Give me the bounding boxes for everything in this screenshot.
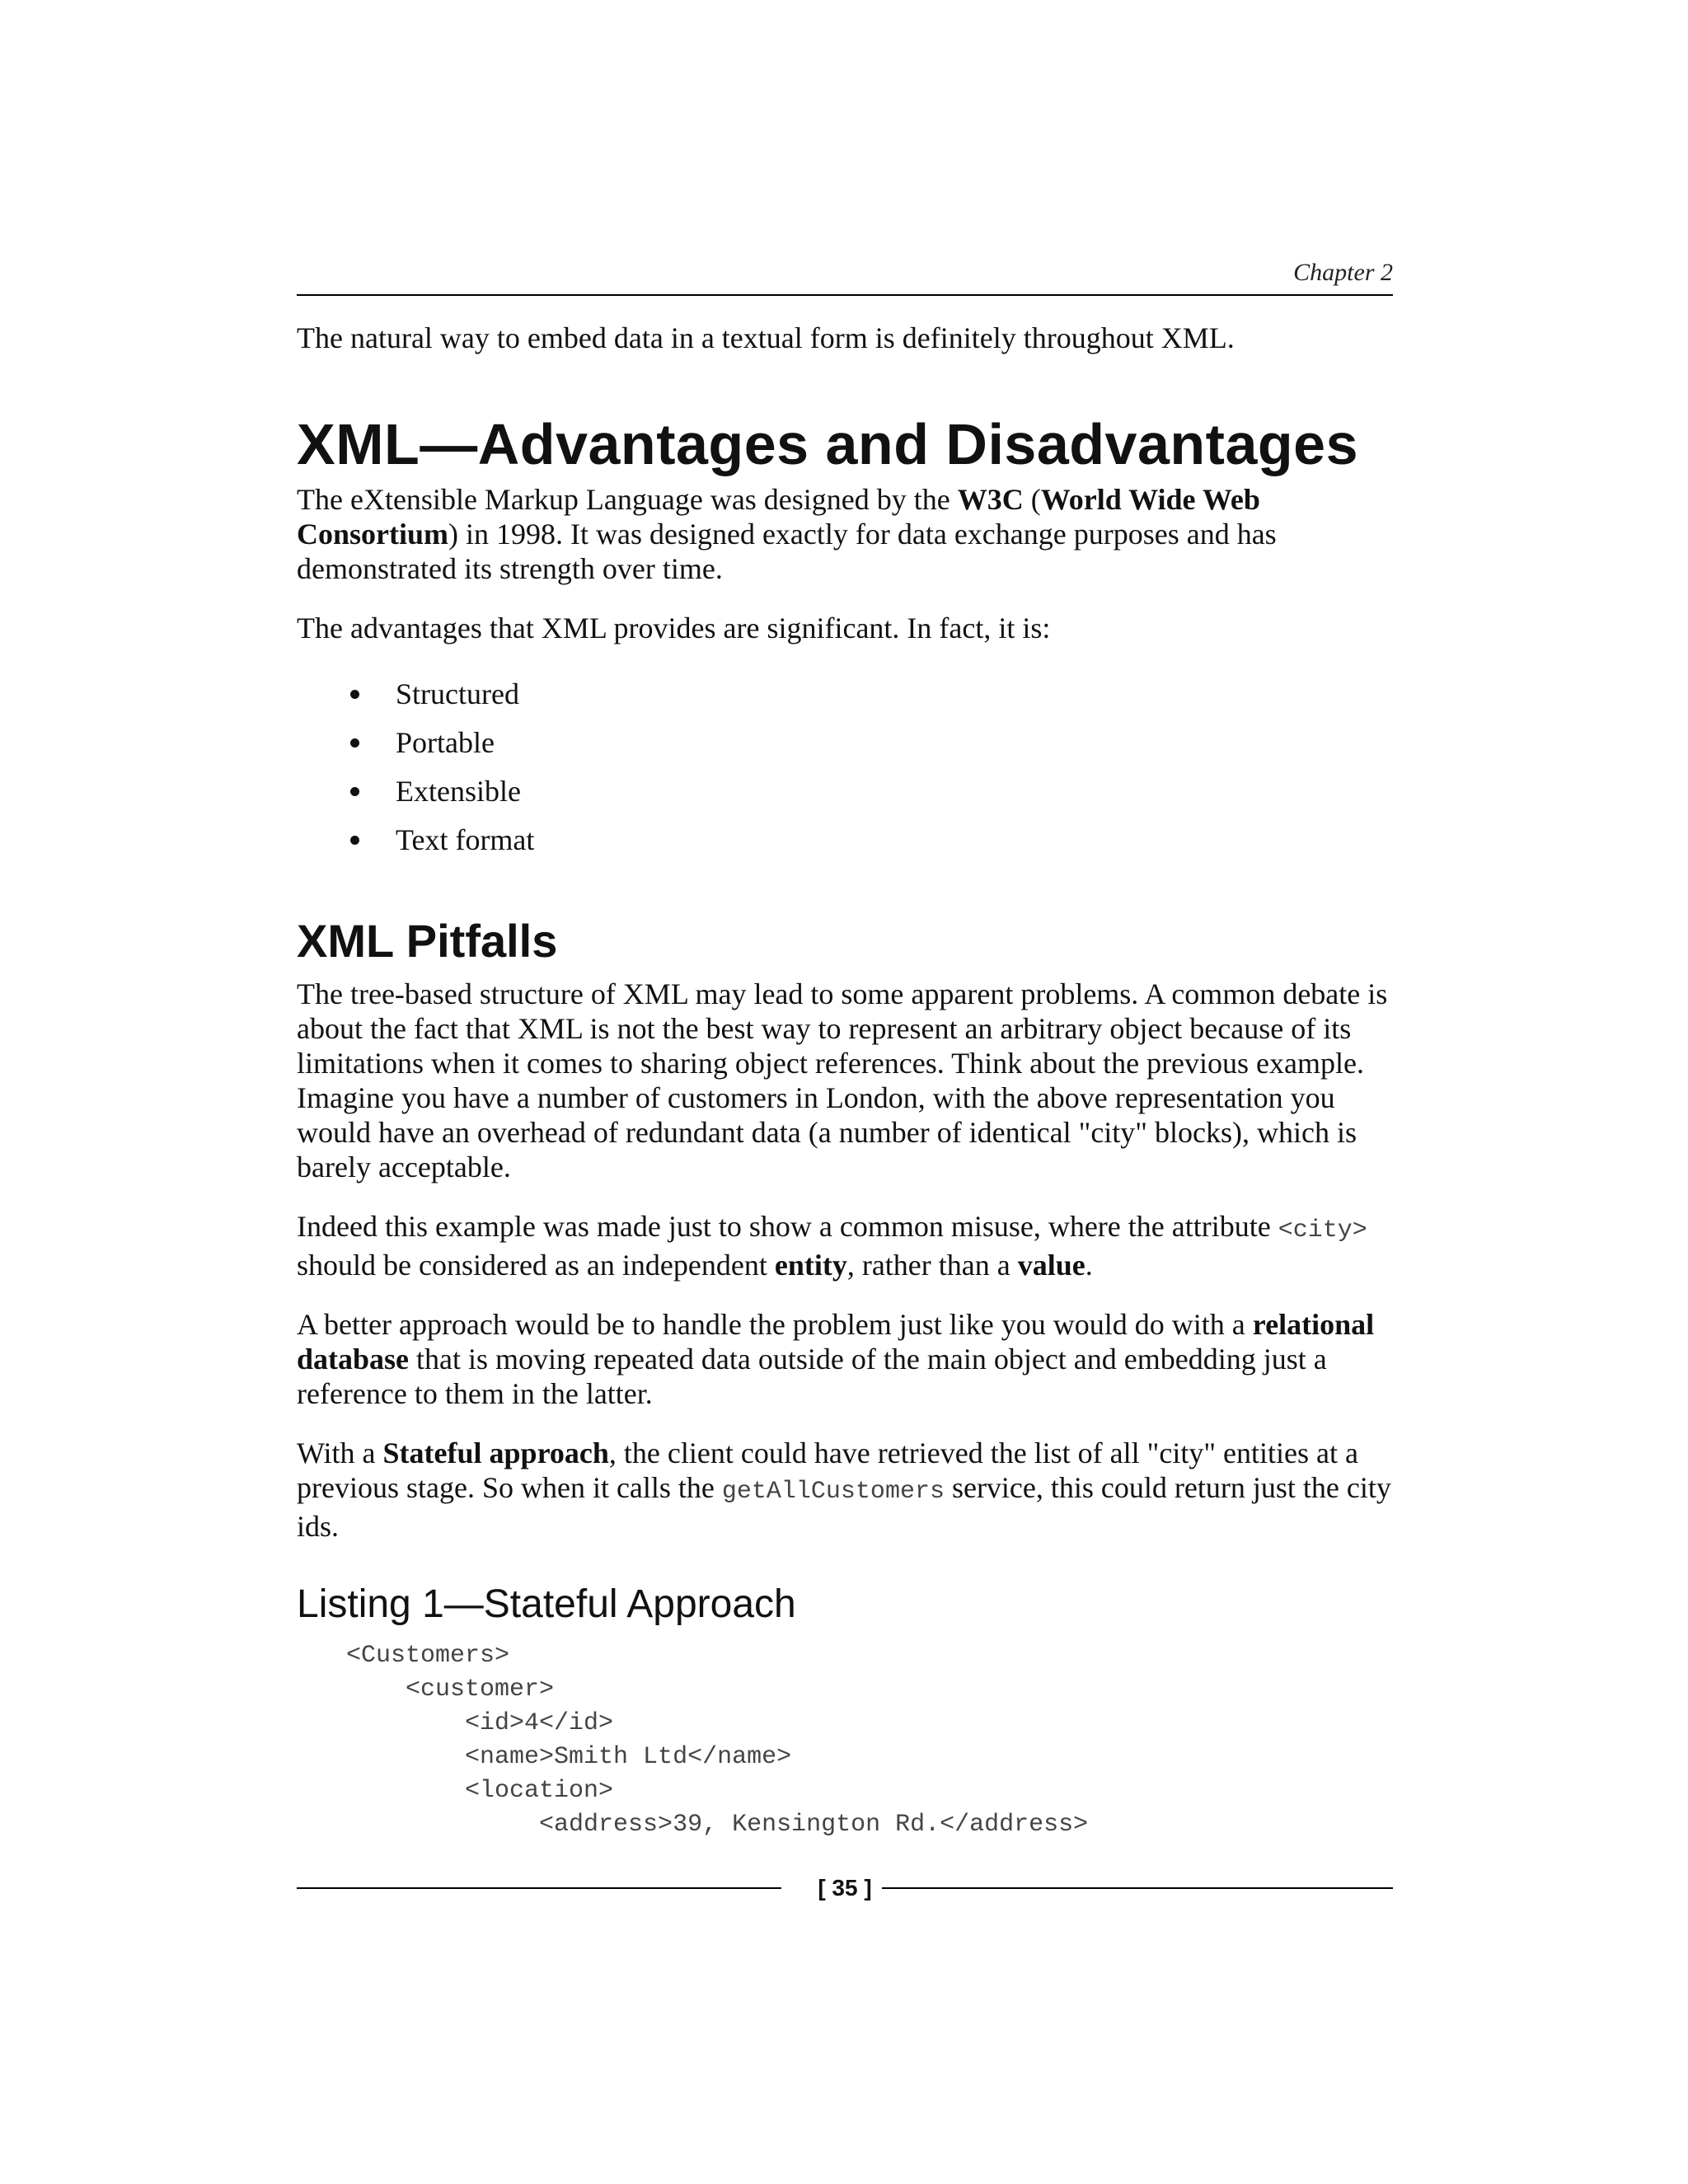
list-item: Structured	[350, 670, 1393, 719]
advantages-intro-paragraph: The advantages that XML provides are significant. In fact, it is:	[297, 612, 1051, 644]
bold-term-stateful-approach: Stateful approach	[382, 1436, 609, 1469]
footer-rule-right	[882, 1887, 1393, 1889]
inline-code-city: <city>	[1278, 1216, 1367, 1244]
bold-term-value: value	[1017, 1249, 1085, 1282]
text-run: A better approach would be to handle the problem just like you would do with a	[297, 1308, 1253, 1341]
code-line: <id>4</id>	[346, 1709, 614, 1737]
text-run: service, this could return just the city ids.	[297, 1471, 1391, 1543]
text-run: , the client could have retrieved the list of all "city" entities at a previous stage. So when it calls the	[297, 1436, 1358, 1504]
pitfalls-paragraph: The tree-based structure of XML may lead to some apparent problems. A common debate is about the fact that XML is not the best way to represent an arbitrary object because of its limitations when it comes to sharing object references. Think about the previous example. Imagine you have a number of customers in London, with the above representation you would have an overhead of redundant data (a number of identical "city" blocks), which is barely acceptable.	[297, 977, 1388, 1183]
bold-term-relational-database: relational database	[297, 1308, 1375, 1376]
code-line: <name>Smith Ltd</name>	[346, 1743, 792, 1771]
section-heading-advantages: XML—Advantages and Disadvantages	[297, 412, 1358, 476]
xml-history-paragraph	[297, 482, 1393, 586]
bold-term-consortium: World Wide Web Consortium	[297, 483, 1260, 551]
page-footer	[297, 1872, 1393, 1905]
text-run: With a	[297, 1436, 383, 1469]
list-item: Portable	[350, 719, 1393, 767]
page-number: [ 35 ]	[818, 1875, 872, 1900]
advantages-list	[297, 670, 1393, 865]
text-run: ) in 1998. It was designed exactly for data exchange purposes and has demonstrated its strength over time.	[297, 518, 1277, 585]
bold-term-entity: entity	[774, 1249, 847, 1282]
code-listing	[346, 1639, 1393, 1842]
text-run: , rather than a	[846, 1249, 1018, 1282]
text-run: The eXtensible Markup Language was designed by the	[297, 483, 958, 516]
book-page	[297, 257, 1393, 1905]
list-item: Text format	[350, 816, 1393, 865]
stateful-paragraph	[297, 1436, 1393, 1544]
text-run: should be considered as an independent	[297, 1249, 775, 1282]
inline-code-getallcustomers: getAllCustomers	[721, 1478, 945, 1506]
list-item: Extensible	[350, 767, 1393, 816]
code-line: <customer>	[346, 1675, 555, 1704]
running-header	[297, 257, 1393, 296]
section-heading-pitfalls: XML Pitfalls	[297, 915, 558, 967]
code-line: <Customers>	[346, 1642, 510, 1670]
text-run: (	[1023, 483, 1041, 516]
listing-title: Listing 1—Stateful Approach	[297, 1582, 796, 1626]
text-run: .	[1085, 1249, 1093, 1282]
chapter-label: Chapter 2	[1293, 259, 1393, 286]
bold-term-w3c: W3C	[957, 483, 1024, 516]
code-line: <location>	[346, 1777, 614, 1805]
code-line: <address>39, Kensington Rd.</address>	[346, 1811, 1089, 1839]
intro-paragraph: The natural way to embed data in a textual form is definitely throughout XML.	[297, 321, 1235, 354]
misuse-paragraph	[297, 1209, 1393, 1282]
text-run: that is moving repeated data outside of the main object and embedding just a reference to them in the latter.	[297, 1343, 1327, 1410]
text-run: Indeed this example was made just to show a common misuse, where the attribute	[297, 1210, 1278, 1243]
better-approach-paragraph	[297, 1307, 1393, 1411]
